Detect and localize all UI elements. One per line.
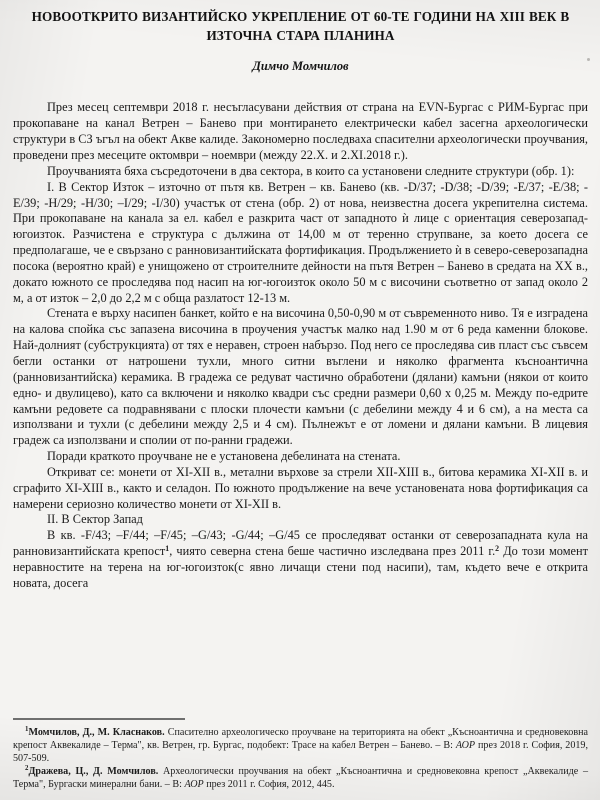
page-title: НОВООТКРИТО ВИЗАНТИЙСКО УКРЕПЛЕНИЕ ОТ 60-ТЕ ГОДИНИ НА XIII ВЕК В ИЗТОЧНА СТАРА ПЛАНИНА xyxy=(31,9,570,43)
footnote-entry xyxy=(13,766,588,792)
footnote-number: 1 xyxy=(25,726,29,734)
footnote-ref-2[interactable]: 2 xyxy=(495,543,500,553)
paragraph: Проучванията бяха съсредоточени в два сектора, в които са установени следните структури (обр. 1): xyxy=(47,163,575,178)
paragraph-text-part-3: До този момент неравностите на терена на юг-югоизток(с явно личащи стени под насипи), там, където вече е открита новата, досега xyxy=(13,544,588,590)
footnote-text-after-source: през 2011 г. София, 2012, 445. xyxy=(203,778,335,790)
footnote-author: Дражева, Ц., Д. Момчилов. xyxy=(28,765,159,777)
footnote-text-after-source: през 2018 г. София, 2019, 507-509. xyxy=(13,739,588,764)
footnote-text-before-source: Спасително археологическо проучване на територията на обект „Късноантична и средновековна крепост Аквекалиде – Терма", кв. Ветрен, гр. Бургас, подобект: Трасе на кабел Ветрен – Банево. – В: xyxy=(13,727,588,751)
paragraph: I. В Сектор Изток – източно от пътя кв. Ветрен – кв. Банево (кв. -D/37; -D/38; -D/39; -E/37; -E/38; -E/39; -H/29; -H/30; –I/29; -I/30) участък от стена (обр. 2) от нова, неизвестна досега укрепителна система. При прокопаване на канала за ел. кабел е разкрита част от западното ѝ лице с ориентация северозапад-югоизток. Разчистена е структура с дължина от 14,00 м от теренно струпване, за което досега се предполагаше, че е свързано с ранновизантийската фортификация. Продължението ѝ в северо-северозападна посока (вероятно край) е унищожено от строителните дейности на пътя Ветрен – Банево в средата на XX в., докато южното се проследява под насип на юг-югоизток около 50 м с височини съответно от запад около 2 м, а от изток – 2,0 до 2,2 м с обща разлатост 12-13 м. xyxy=(13,179,588,305)
footnote-author: Момчилов, Д., М. Класнаков. xyxy=(28,727,165,738)
footnote-entry xyxy=(13,727,588,766)
footnote-source-abbrev: АОР xyxy=(455,739,476,751)
paragraph: Откриват се: монети от XI-XII в., метални върхове за стрели XII-XIII в., битова керамика XI-XII в. и сграфито XI-XIII в., както и селадон. По южното продължение на вече установената нова фортификация са намерени сериозно количество монети от XI-XII в. xyxy=(13,464,588,511)
footnote-ref-1[interactable]: 1 xyxy=(165,543,170,553)
page-content xyxy=(13,0,588,592)
footnote-area xyxy=(13,718,588,792)
paragraph: Стената е върху насипен банкет, който е на височина 0,50-0,90 м от съвременното ниво. Тя е изградена на калова спойка със запазена височина в проучения участък малко над 1.90 м от 6 реда каменни блокове. Най-долният (субструкцията) от тях е неравен, строен набързо. Под него се проследява сив пласт със съвсем бегли останки от натрошени тухли, много ситни въглени и няколко фрагмента къснoантична (ранновизантийска) керамика. В градежа се редуват частично обработени (дялани) камъни (някои от които едно- и двулицево), като са включени и няколко квадри със средни размери 0,60 х 0,25 м. Между по-едрите камъни редовете са подравнявани с плоски плочести камъни (с дебелини между 4 и 6 см), а на места са използвани и тухли (с дебелини между 2,5 и 4 см). Пълнежът е от ломени и дялани камъни. В лицевия градеж са използвани и сполии от по-ранни градежи. xyxy=(13,306,588,448)
paragraph: През месец септември 2018 г. несъгласувани действия от страна на EVN-Бургас с РИМ-Бургас при прокопаване на канал Ветрен – Банево при монтирането електрически кабел засегна археологически структури в СЗ ъгъл на обект Акве калиде. Закономерно последваха спасителни археологически проучвания, проведени през месеците октомври – ноември (между 22.X. и 2.XI.2018 г.). xyxy=(13,100,588,162)
footnote-separator-rule xyxy=(13,718,185,720)
body-text xyxy=(13,74,588,591)
footnote-number: 2 xyxy=(25,764,29,772)
footnote-text-before-source: Археологически проучвания на обект „Късноантична и средновековна крепост „Аквекалиде – Терма", Бургаски минерални бани. – В: xyxy=(13,765,588,790)
paragraph-text-part-2: , чиято северна стена беше частично изследвана през 2011 г. xyxy=(169,544,496,559)
paragraph-text-part-1: В кв. -F/43; –F/44; –F/45; –G/43; -G/44; –G/45 се проследяват останки от северозападната кула на ранновизантийската крепост xyxy=(13,528,588,559)
section-heading-sector-west: II. В Сектор Запад xyxy=(47,512,143,527)
paragraph-with-footnote-refs xyxy=(13,528,588,591)
author-byline: Димчо Момчилов xyxy=(252,59,349,74)
footnote-source-abbrev: АОР xyxy=(184,778,204,790)
paragraph: Поради краткото проучване не е установена дебелината на стената. xyxy=(47,449,401,464)
